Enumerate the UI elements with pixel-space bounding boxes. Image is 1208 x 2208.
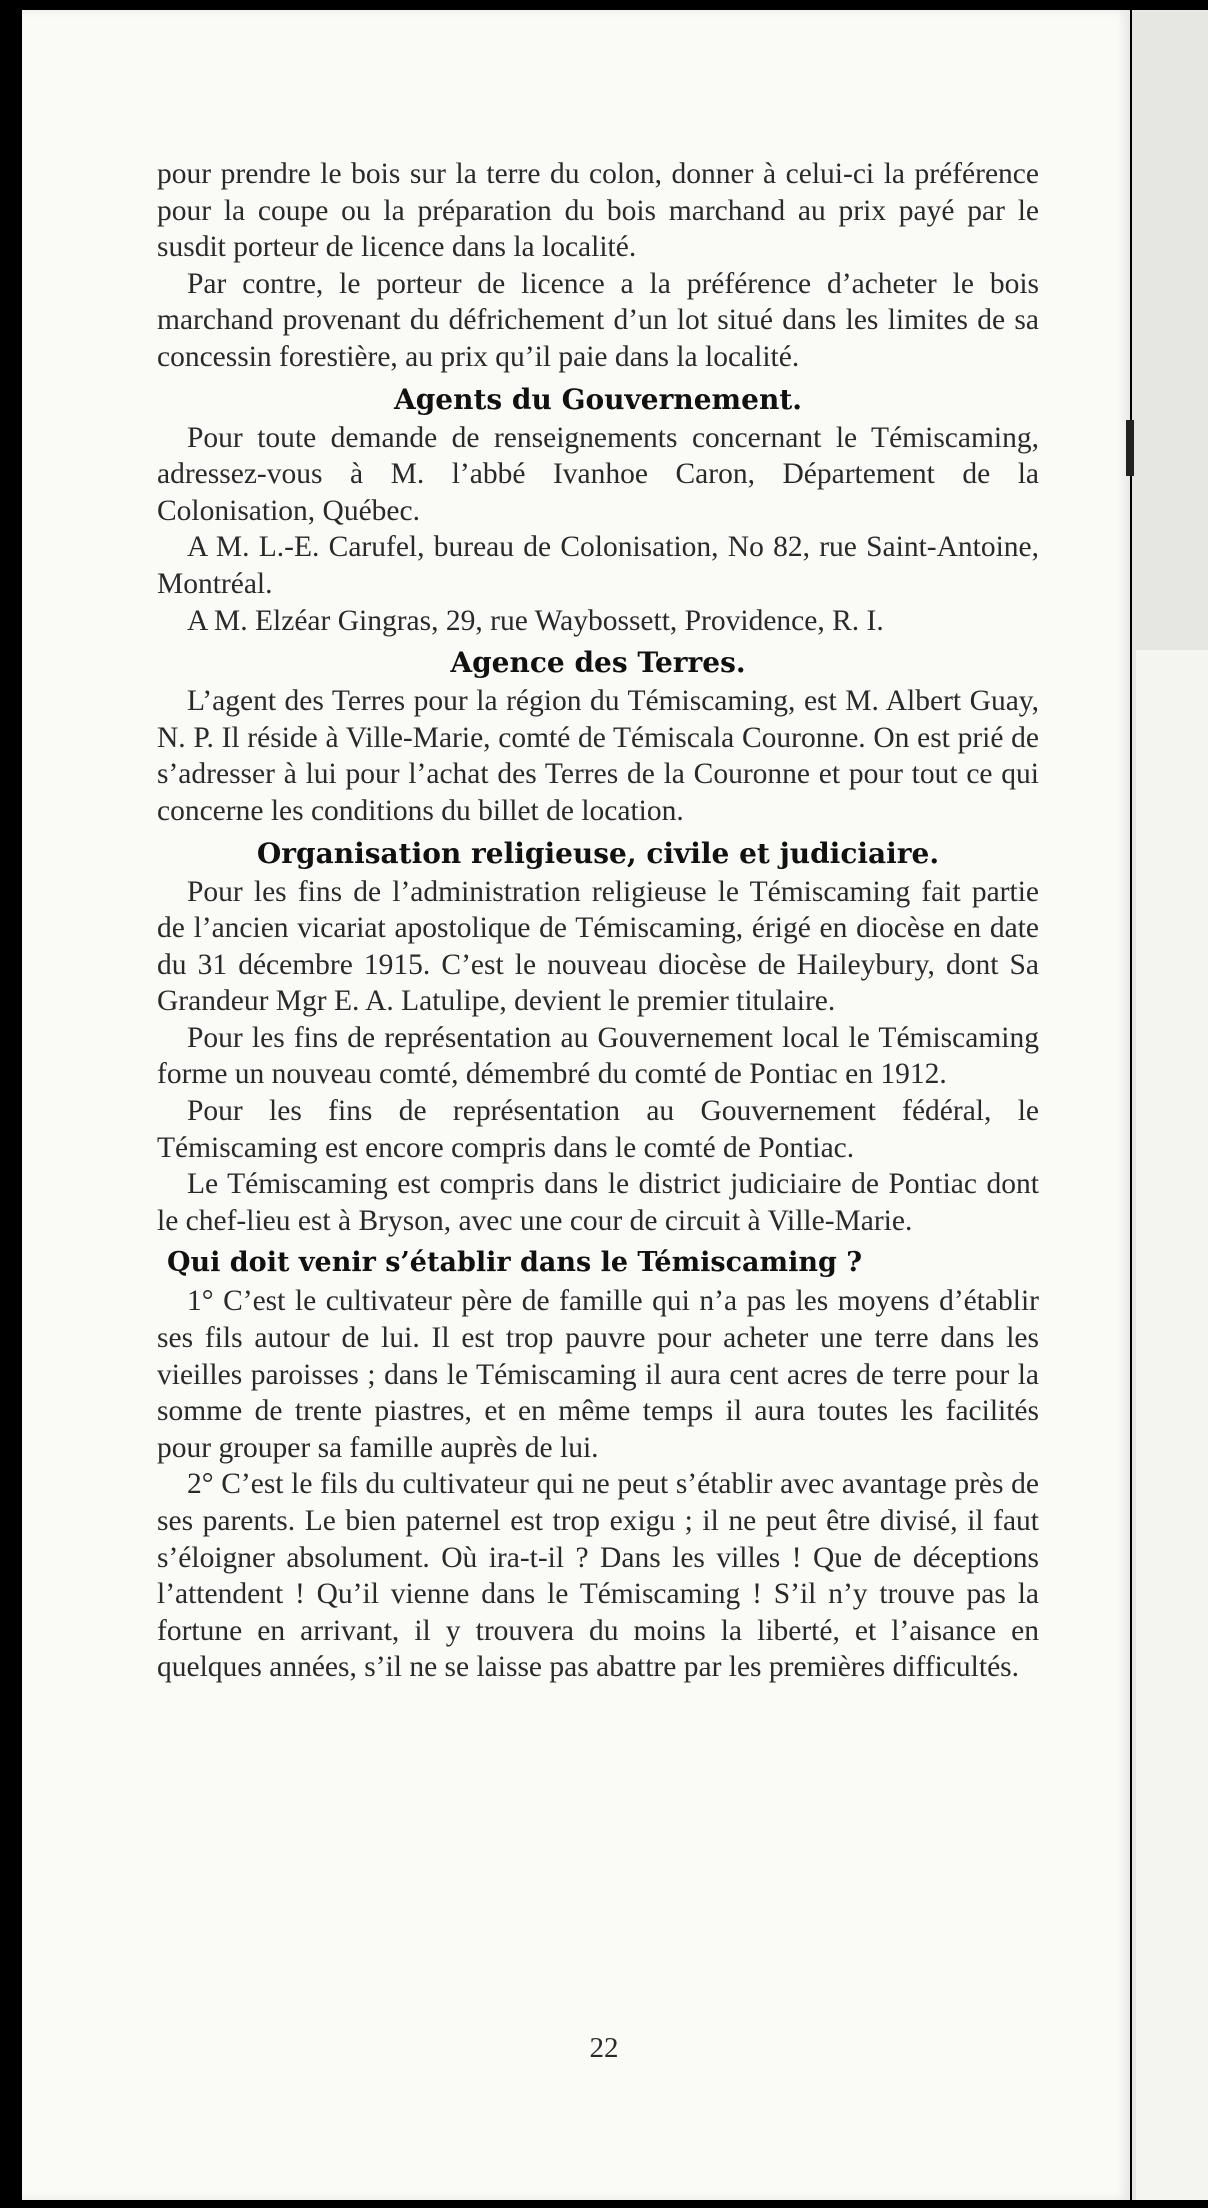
section-agents [157, 382, 1039, 640]
paragraph: L’agent des Terres pour la région du Témiscaming, est M. Albert Guay, N. P. Il réside à Ville-Marie, comté de Témiscala Couronne. On est prié de s’adresser à lui pour l’achat des Terres de la Couronne et pour tout ce qui concerne les conditions du billet de location. [157, 685, 1039, 827]
paragraph: 2° C’est le fils du cultivateur qui ne peut s’établir avec avantage près de ses parents. Le bien paternel est trop exigu ; il ne peut être divisé, il faut s’éloigner absolument. Où ira-t-il ? Dans les villes ! Que de déceptions l’attendent ! Qu’il vienne dans le Témiscaming ! S’il n’y trouve pas la fortune en arrivant, il y trouvera du moins la liberté, et l’aisance en quelques années, s’il ne se laisse pas abattre par les premières difficultés. [157, 1468, 1039, 1684]
section-heading: Qui doit venir s’établir dans le Témiscaming ? [167, 1247, 863, 1279]
adjacent-page-inner [1136, 650, 1208, 2200]
paragraph: Pour les fins de représentation au Gouvernement local le Témiscaming forme un nouveau comté, démembré du comté de Pontiac en 1912. [157, 1021, 1039, 1091]
paragraph: Pour les fins de représentation au Gouvernement fédéral, le Témiscaming est encore compris dans le comté de Pontiac. [157, 1095, 1039, 1164]
paragraph: A M. Elzéar Gingras, 29, rue Waybossett, Providence, R. I. [187, 604, 884, 637]
section-intro [157, 156, 1039, 376]
paragraph: Pour les fins de l’administration religieuse le Témiscaming fait partie de l’ancien vicariat apostolique de Témiscaming, érigé en diocèse en date du 31 décembre 1915. C’est le nouveau diocèse de Haileybury, dont Sa Grandeur Mgr E. A. Latulipe, devient le premier titulaire. [157, 875, 1039, 1018]
section-heading: Agents du Gouvernement. [393, 382, 803, 416]
paragraph: 1° C’est le cultivateur père de famille qui n’a pas les moyens d’établir ses fils autour de lui. Il est trop pauvre pour acheter une terre dans les vieilles paroisses ; dans le Témiscaming il aura cent acres de terre pour la somme de trente piastres, et en même temps il aura toutes les facilités pour grouper sa famille auprès de lui. [157, 1285, 1039, 1464]
page-text [157, 156, 1039, 1686]
section-qui [157, 1245, 1039, 1686]
section-terres [157, 645, 1039, 829]
section-heading: Organisation religieuse, civile et judiciaire. [256, 836, 940, 870]
section-heading: Agence des Terres. [450, 646, 746, 680]
paragraph: Pour toute demande de renseignements concernant le Témiscaming, adressez-vous à M. l’abbé Ivanhoe Caron, Département de la Colonisation, Québec. [157, 421, 1039, 527]
paragraph: A M. L.-E. Carufel, bureau de Colonisation, No 82, rue Saint-Antoine, Montréal. [157, 531, 1039, 600]
paragraph: Par contre, le porteur de licence a la préférence d’acheter le bois marchand provenant du défrichement d’un lot situé dans les limites de sa concessin forestière, au prix qu’il paie dans la localité. [157, 267, 1039, 373]
page-number: 22 [589, 2032, 619, 2064]
paragraph: Le Témiscaming est compris dans le district judiciaire de Pontiac dont le chef-lieu est à Bryson, avec une cour de circuit à Ville-Marie. [157, 1168, 1039, 1237]
paragraph: pour prendre le bois sur la terre du colon, donner à celui-ci la préférence pour la coupe ou la préparation du bois marchand au prix payé par le susdit porteur de licence dans la localité. [157, 158, 1039, 264]
binding-mark [1126, 420, 1134, 476]
section-organisation [157, 836, 1039, 1240]
